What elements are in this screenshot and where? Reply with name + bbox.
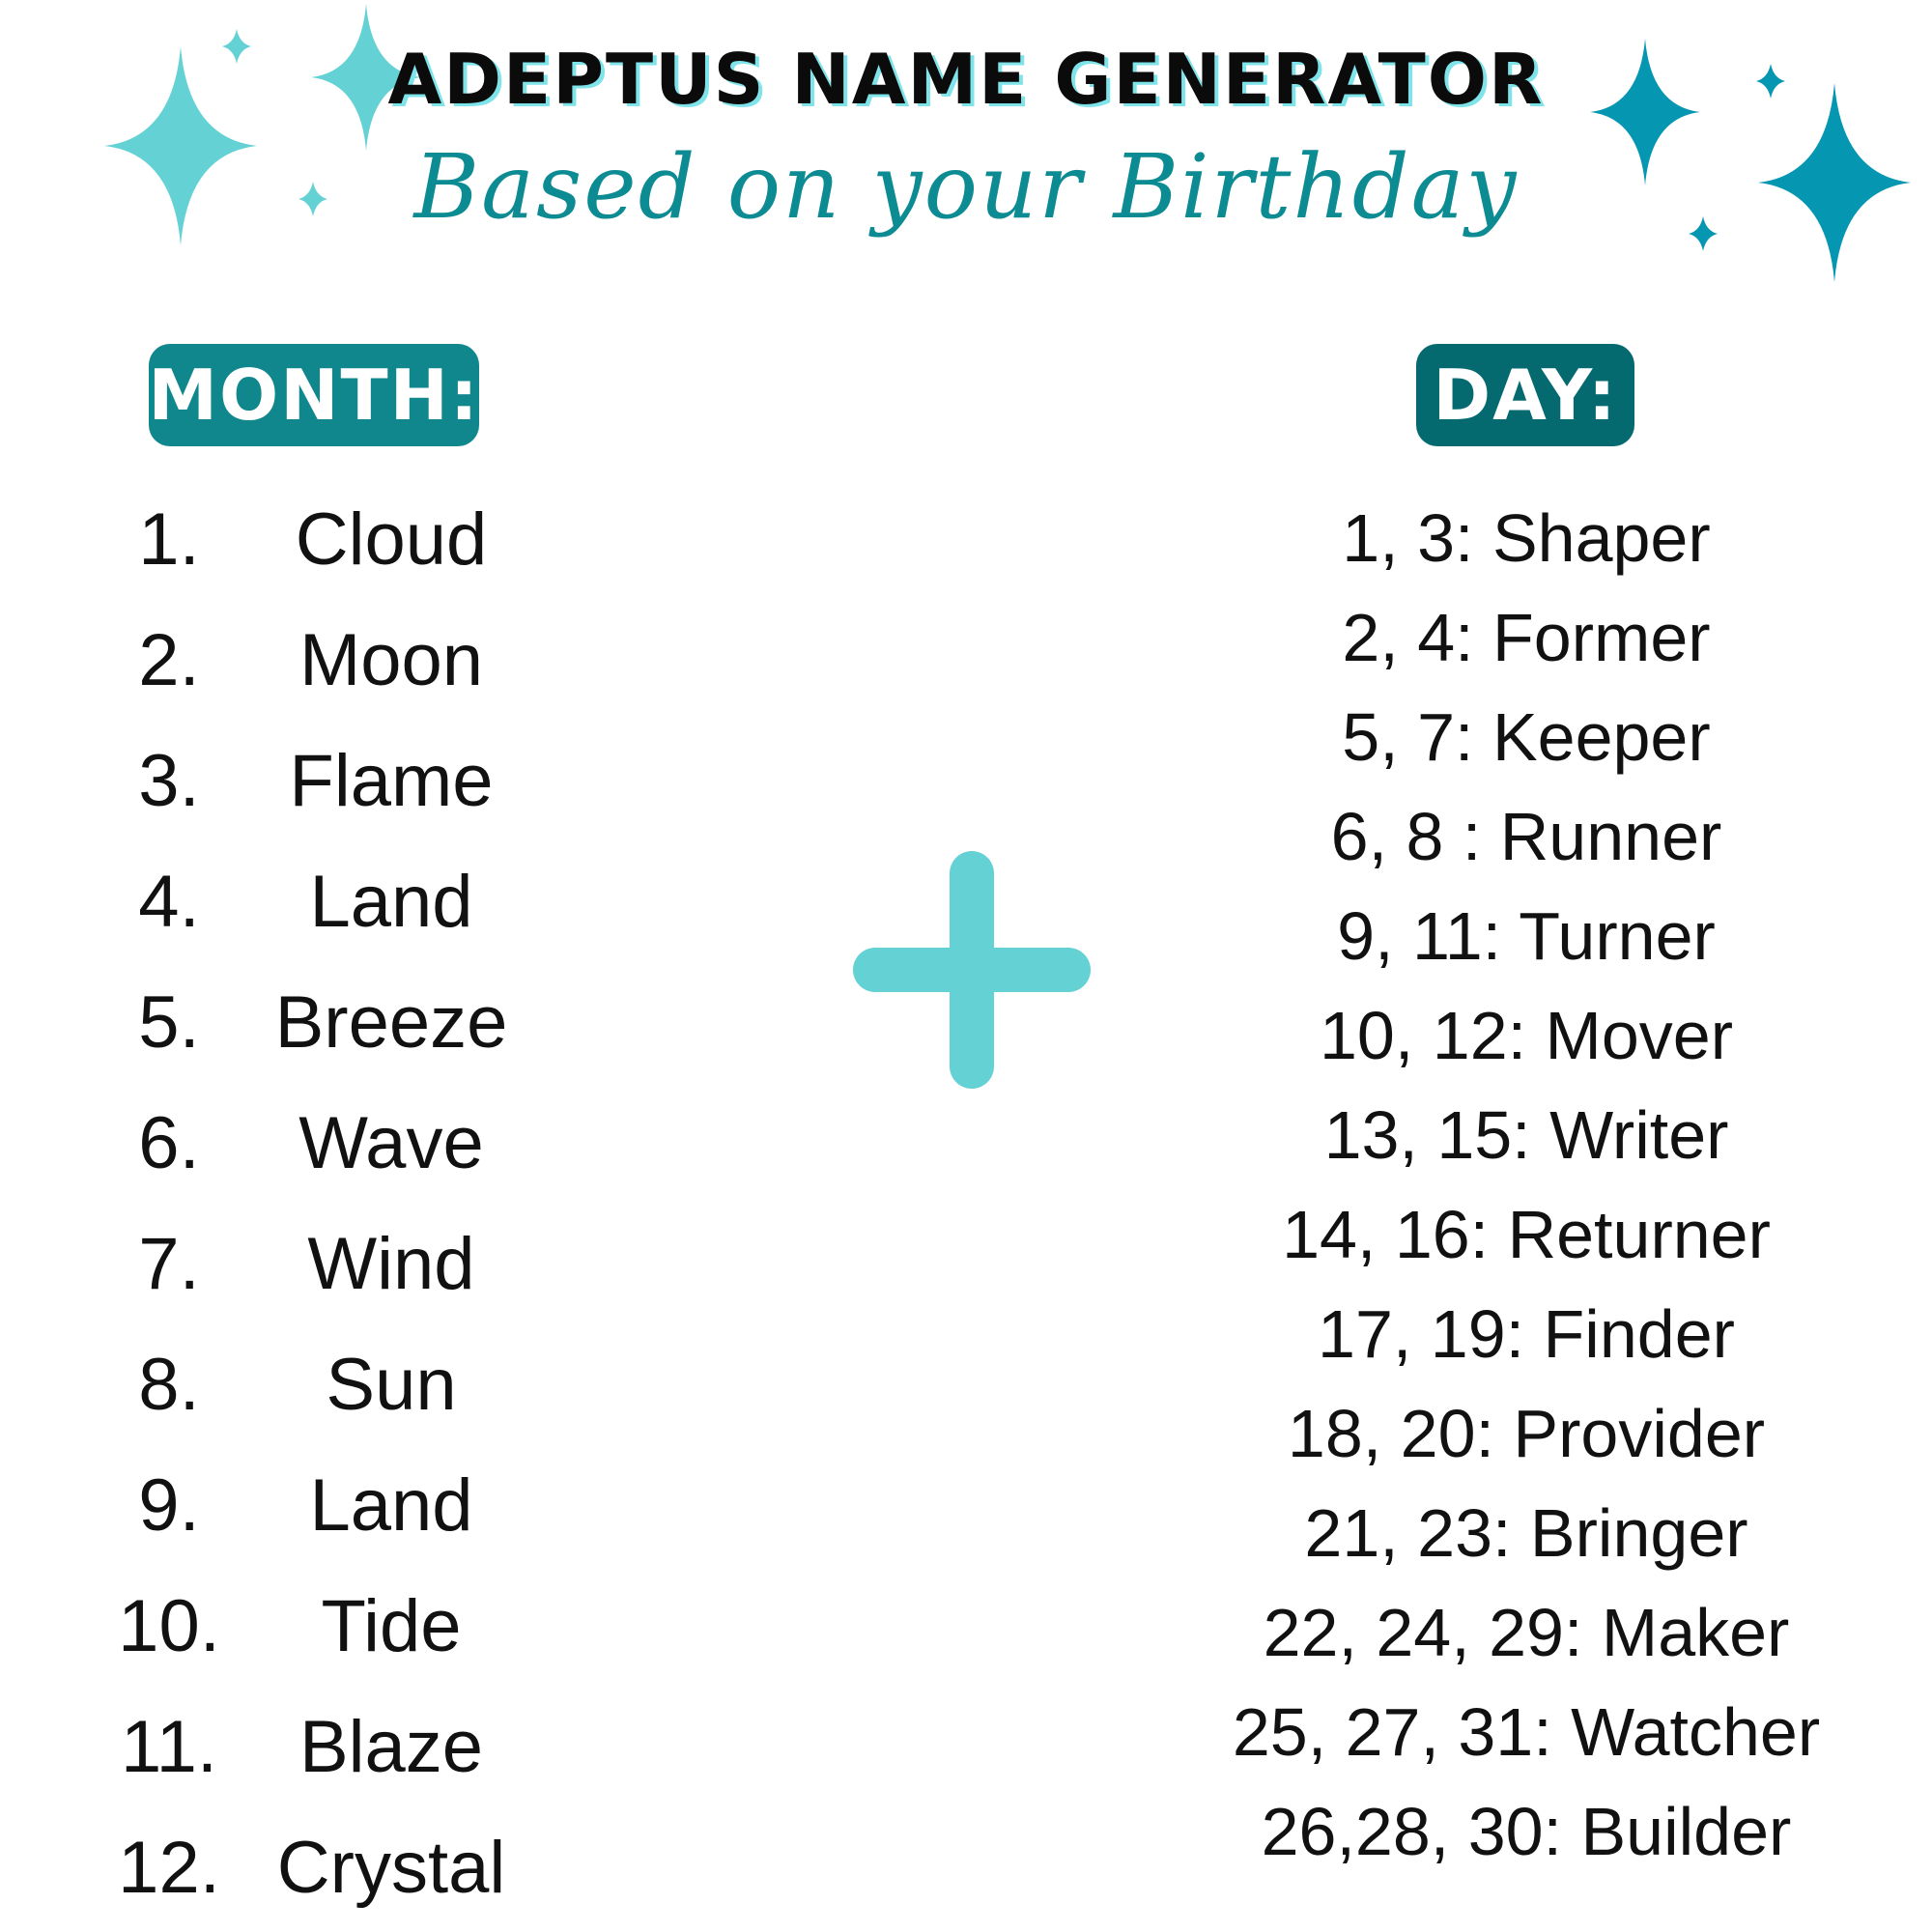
page-subtitle: Based on your Birthday	[413, 135, 1519, 239]
month-word: Moon	[298, 619, 484, 701]
month-word: Blaze	[298, 1706, 484, 1788]
day-badge: DAY:	[1416, 344, 1634, 446]
list-item	[116, 1332, 541, 1438]
list-item	[116, 1694, 541, 1801]
list-item: 25, 27, 31: Watcher	[1232, 1694, 1821, 1770]
list-item: 1, 3: Shaper	[1342, 500, 1711, 576]
list-item	[116, 608, 541, 714]
month-word: Crystal	[276, 1827, 506, 1909]
list-item: 26,28, 30: Builder	[1261, 1794, 1792, 1869]
list-item: 17, 19: Finder	[1318, 1296, 1735, 1372]
list-item: 6, 8 : Runner	[1330, 799, 1722, 874]
month-number: 3.	[138, 740, 200, 822]
month-word: Land	[309, 861, 473, 943]
list-item	[116, 1091, 541, 1197]
month-number: 5.	[138, 981, 200, 1064]
month-number: 6.	[138, 1102, 200, 1184]
list-item	[116, 1211, 541, 1318]
month-word: Tide	[321, 1585, 462, 1667]
month-badge: MONTH:	[149, 344, 479, 446]
page-title: ADEPTUS NAME GENERATOR	[387, 39, 1545, 120]
list-item: 22, 24, 29: Maker	[1263, 1595, 1790, 1670]
list-item: 9, 11: Turner	[1337, 898, 1716, 974]
month-number: 10.	[118, 1585, 220, 1667]
month-word: Wave	[298, 1102, 484, 1184]
month-word: Sun	[326, 1344, 457, 1426]
list-item: 10, 12: Mover	[1320, 998, 1733, 1073]
list-item: 18, 20: Provider	[1287, 1396, 1766, 1471]
month-number: 8.	[138, 1344, 200, 1426]
month-number: 9.	[138, 1464, 200, 1547]
list-item: 21, 23: Bringer	[1304, 1495, 1748, 1571]
month-number: 11.	[120, 1706, 217, 1788]
list-item: 2, 4: Former	[1342, 600, 1711, 675]
list-item	[116, 849, 541, 955]
list-item	[116, 970, 541, 1076]
month-number: 12.	[118, 1827, 220, 1909]
list-item: 13, 15: Writer	[1323, 1097, 1729, 1173]
month-number: 1.	[138, 498, 200, 581]
list-item	[116, 1453, 541, 1559]
month-word: Cloud	[295, 498, 488, 581]
month-word: Land	[309, 1464, 473, 1547]
list-item	[116, 728, 541, 835]
list-item: 14, 16: Returner	[1282, 1197, 1771, 1272]
month-number: 2.	[138, 619, 200, 701]
month-word: Flame	[289, 740, 494, 822]
month-word: Breeze	[274, 981, 508, 1064]
list-item: 5, 7: Keeper	[1342, 699, 1711, 775]
list-item	[116, 487, 541, 593]
month-number: 4.	[138, 861, 200, 943]
list-item	[116, 1815, 541, 1921]
plus-icon	[852, 850, 1092, 1090]
month-number: 7.	[138, 1223, 200, 1305]
month-word: Wind	[307, 1223, 475, 1305]
list-item	[116, 1574, 541, 1680]
